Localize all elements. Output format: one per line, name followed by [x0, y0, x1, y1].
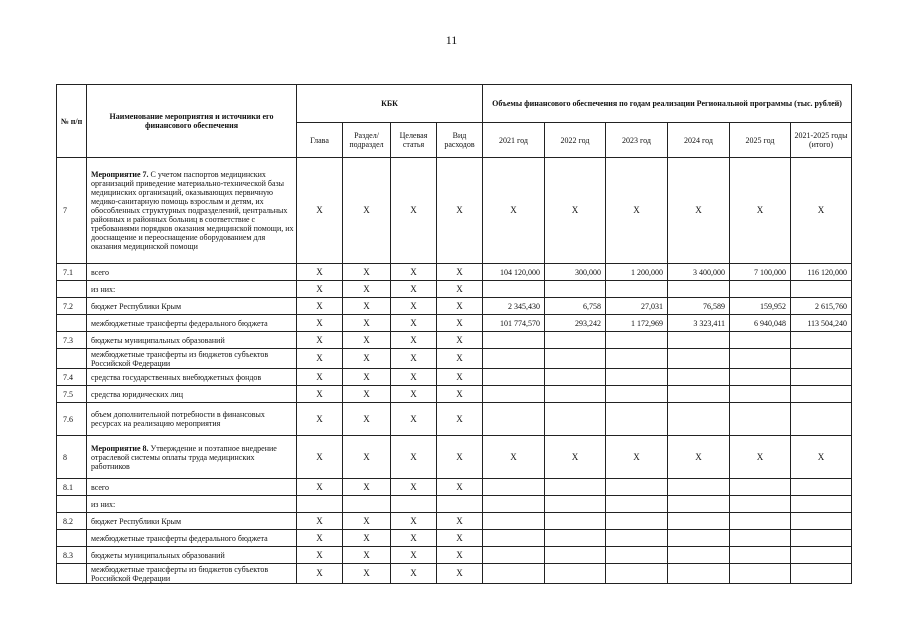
row-name-lead: Мероприятие 7. [91, 170, 149, 179]
kbk-cell: Х [343, 332, 391, 349]
value-cell [730, 349, 791, 369]
kbk-cell: Х [437, 158, 483, 264]
row-name-text: межбюджетные трансферты из бюджетов субъектов Российской Федерации [91, 349, 269, 368]
value-cell: Х [730, 436, 791, 479]
value-cell [791, 281, 852, 298]
value-cell [668, 403, 730, 436]
kbk-cell: Х [437, 281, 483, 298]
value-cell: 1 172,969 [606, 315, 668, 332]
value-cell [483, 547, 545, 564]
kbk-cell: Х [437, 386, 483, 403]
kbk-cell: Х [391, 564, 437, 584]
row-name [87, 298, 297, 315]
kbk-cell: Х [297, 281, 343, 298]
value-cell [483, 369, 545, 386]
row-name [87, 158, 297, 264]
header-row-top [57, 85, 852, 123]
value-cell [545, 332, 606, 349]
row-number: 8.3 [57, 547, 87, 564]
value-cell: 293,242 [545, 315, 606, 332]
value-cell [730, 530, 791, 547]
kbk-cell: Х [437, 564, 483, 584]
table-row [57, 530, 852, 547]
table-row [57, 436, 852, 479]
kbk-cell: Х [437, 349, 483, 369]
header-volumes: Объемы финансового обеспечения по годам реализации Региональной программы (тыс. рублей) [483, 85, 852, 123]
row-name [87, 530, 297, 547]
kbk-cell: Х [437, 264, 483, 281]
value-cell [483, 496, 545, 513]
row-name-text: средства юридических лиц [91, 389, 183, 399]
row-number [57, 349, 87, 369]
value-cell [483, 564, 545, 584]
row-name [87, 332, 297, 349]
value-cell [791, 513, 852, 530]
table-row [57, 386, 852, 403]
value-cell: 300,000 [545, 264, 606, 281]
value-cell: 6,758 [545, 298, 606, 315]
row-name-text: всего [91, 267, 110, 277]
kbk-cell: Х [343, 315, 391, 332]
value-cell [668, 496, 730, 513]
kbk-cell: Х [297, 513, 343, 530]
kbk-cell: Х [297, 332, 343, 349]
kbk-cell: Х [391, 479, 437, 496]
kbk-cell: Х [391, 281, 437, 298]
kbk-cell: Х [297, 479, 343, 496]
value-cell [545, 547, 606, 564]
value-cell [668, 369, 730, 386]
kbk-cell: Х [343, 530, 391, 547]
row-name [87, 386, 297, 403]
value-cell: Х [668, 436, 730, 479]
value-cell: Х [606, 158, 668, 264]
kbk-cell: Х [297, 298, 343, 315]
row-number: 7.2 [57, 298, 87, 315]
row-name [87, 281, 297, 298]
kbk-cell: Х [343, 264, 391, 281]
value-cell [483, 332, 545, 349]
row-number: 7.6 [57, 403, 87, 436]
value-cell [668, 479, 730, 496]
row-number: 8 [57, 436, 87, 479]
value-cell: Х [606, 436, 668, 479]
table-row [57, 547, 852, 564]
value-cell [668, 349, 730, 369]
kbk-cell: Х [391, 513, 437, 530]
table-row [57, 281, 852, 298]
kbk-cell: Х [391, 436, 437, 479]
value-cell [730, 564, 791, 584]
row-name [87, 369, 297, 386]
kbk-cell: Х [343, 158, 391, 264]
value-cell: 3 400,000 [668, 264, 730, 281]
table-row [57, 403, 852, 436]
value-cell [791, 496, 852, 513]
value-cell [730, 496, 791, 513]
value-cell: Х [791, 158, 852, 264]
kbk-cell: Х [437, 513, 483, 530]
value-cell [606, 513, 668, 530]
kbk-cell [391, 496, 437, 513]
header-year-col: 2021 год [483, 123, 545, 158]
kbk-cell: Х [343, 369, 391, 386]
row-name [87, 264, 297, 281]
value-cell: Х [545, 158, 606, 264]
header-year-col: 2025 год [730, 123, 791, 158]
row-name-text: межбюджетные трансферты федерального бюджета [91, 533, 268, 543]
header-kbk-col: Вид расходов [437, 123, 483, 158]
value-cell: 2 615,760 [791, 298, 852, 315]
value-cell [606, 349, 668, 369]
value-cell [545, 403, 606, 436]
row-name-text: из них: [91, 284, 116, 294]
kbk-cell: Х [437, 436, 483, 479]
kbk-cell: Х [343, 386, 391, 403]
row-name-text: бюджеты муниципальных образований [91, 550, 225, 560]
header-kbk-col: Целевая статья [391, 123, 437, 158]
kbk-cell: Х [391, 369, 437, 386]
value-cell [606, 479, 668, 496]
kbk-cell [343, 496, 391, 513]
value-cell [545, 369, 606, 386]
value-cell [545, 530, 606, 547]
kbk-cell [297, 496, 343, 513]
kbk-cell: Х [391, 547, 437, 564]
kbk-cell: Х [437, 332, 483, 349]
row-name-text: бюджеты муниципальных образований [91, 335, 225, 345]
value-cell [668, 530, 730, 547]
value-cell [791, 369, 852, 386]
value-cell: 116 120,000 [791, 264, 852, 281]
value-cell [730, 369, 791, 386]
row-number [57, 281, 87, 298]
value-cell: 1 200,000 [606, 264, 668, 281]
value-cell: 104 120,000 [483, 264, 545, 281]
header-year-col: 2022 год [545, 123, 606, 158]
value-cell: 113 504,240 [791, 315, 852, 332]
table-row [57, 479, 852, 496]
value-cell [606, 369, 668, 386]
value-cell [668, 386, 730, 403]
kbk-cell: Х [437, 547, 483, 564]
kbk-cell: Х [391, 298, 437, 315]
row-name [87, 513, 297, 530]
value-cell [545, 386, 606, 403]
value-cell [483, 403, 545, 436]
value-cell [730, 547, 791, 564]
row-name [87, 496, 297, 513]
row-name-text: средства государственных внебюджетных фондов [91, 372, 262, 382]
kbk-cell: Х [343, 564, 391, 584]
value-cell: 27,031 [606, 298, 668, 315]
header-kbk: КБК [297, 85, 483, 123]
value-cell [606, 332, 668, 349]
value-cell [791, 349, 852, 369]
row-number: 7.5 [57, 386, 87, 403]
row-name [87, 479, 297, 496]
value-cell: 76,589 [668, 298, 730, 315]
value-cell: 2 345,430 [483, 298, 545, 315]
kbk-cell: Х [343, 349, 391, 369]
value-cell [730, 513, 791, 530]
kbk-cell: Х [297, 349, 343, 369]
header-kbk-col: Раздел/ подраздел [343, 123, 391, 158]
table-row [57, 369, 852, 386]
table-row [57, 298, 852, 315]
kbk-cell: Х [391, 264, 437, 281]
kbk-cell: Х [437, 479, 483, 496]
value-cell [668, 332, 730, 349]
kbk-cell: Х [391, 332, 437, 349]
kbk-cell: Х [297, 369, 343, 386]
table-body [57, 158, 852, 584]
row-number [57, 496, 87, 513]
value-cell [606, 547, 668, 564]
row-name-text: объем дополнительной потребности в финансовых ресурсах на реализацию мероприятия [91, 410, 265, 428]
value-cell: 7 100,000 [730, 264, 791, 281]
value-cell [483, 479, 545, 496]
kbk-cell: Х [343, 436, 391, 479]
kbk-cell [437, 496, 483, 513]
value-cell [606, 281, 668, 298]
row-name-text: С учетом паспортов медицинских организаций приведение материально-технической базы медицинских организаций, оказывающих первичную медико-санитарную помощь взрослым и детям, их обособленных структурных подразделений, центральных районных и районных больниц в соответствие с требованиями порядков оказания медицинской помощи, их дооснащение и переоснащение оборудованием для оказания медицинской помощи [91, 170, 294, 251]
value-cell [483, 349, 545, 369]
kbk-cell: Х [297, 386, 343, 403]
value-cell [483, 281, 545, 298]
value-cell [606, 403, 668, 436]
value-cell [730, 479, 791, 496]
value-cell: Х [668, 158, 730, 264]
value-cell [606, 386, 668, 403]
kbk-cell: Х [343, 403, 391, 436]
header-year-col: 2024 год [668, 123, 730, 158]
value-cell [545, 479, 606, 496]
table-row [57, 496, 852, 513]
row-name-text: всего [91, 482, 110, 492]
table-row [57, 158, 852, 264]
value-cell [545, 496, 606, 513]
header-kbk-col: Глава [297, 123, 343, 158]
value-cell: Х [545, 436, 606, 479]
table-row [57, 564, 852, 584]
value-cell [545, 281, 606, 298]
funding-table [56, 84, 852, 584]
row-name-text: межбюджетные трансферты из бюджетов субъектов Российской Федерации [91, 564, 269, 583]
value-cell [545, 564, 606, 584]
row-name-text: бюджет Республики Крым [91, 301, 182, 311]
header-year-col: 2021-2025 годы (итого) [791, 123, 852, 158]
value-cell [791, 403, 852, 436]
value-cell [483, 513, 545, 530]
header-year-col: 2023 год [606, 123, 668, 158]
kbk-cell: Х [297, 436, 343, 479]
value-cell [668, 547, 730, 564]
row-name [87, 403, 297, 436]
kbk-cell: Х [391, 349, 437, 369]
row-number: 7.1 [57, 264, 87, 281]
table-row [57, 332, 852, 349]
value-cell [606, 530, 668, 547]
kbk-cell: Х [343, 298, 391, 315]
kbk-cell: Х [343, 513, 391, 530]
value-cell [791, 530, 852, 547]
value-cell [730, 281, 791, 298]
value-cell [606, 564, 668, 584]
value-cell [668, 564, 730, 584]
row-number: 7.3 [57, 332, 87, 349]
header-num: № п/п [57, 85, 87, 158]
kbk-cell: Х [343, 547, 391, 564]
row-number [57, 315, 87, 332]
value-cell [668, 513, 730, 530]
row-number: 8.1 [57, 479, 87, 496]
value-cell: Х [791, 436, 852, 479]
header-name: Наименование мероприятия и источники его финансового обеспечения [87, 85, 297, 158]
row-number [57, 564, 87, 584]
row-name-text: Утверждение и поэтапное внедрение отраслевой системы оплаты труда медицинских работников [91, 443, 277, 471]
value-cell: Х [730, 158, 791, 264]
value-cell [483, 386, 545, 403]
kbk-cell: Х [297, 315, 343, 332]
table-row [57, 315, 852, 332]
kbk-cell: Х [297, 158, 343, 264]
value-cell: 3 323,411 [668, 315, 730, 332]
table-row [57, 513, 852, 530]
kbk-cell: Х [391, 530, 437, 547]
kbk-cell: Х [297, 564, 343, 584]
value-cell: Х [483, 436, 545, 479]
table-row [57, 264, 852, 281]
kbk-cell: Х [343, 479, 391, 496]
row-number [57, 530, 87, 547]
kbk-cell: Х [297, 530, 343, 547]
row-name-text: бюджет Республики Крым [91, 516, 182, 526]
table-row [57, 349, 852, 369]
kbk-cell: Х [343, 281, 391, 298]
kbk-cell: Х [297, 403, 343, 436]
row-number: 7.4 [57, 369, 87, 386]
kbk-cell: Х [391, 403, 437, 436]
kbk-cell: Х [391, 315, 437, 332]
kbk-cell: Х [391, 386, 437, 403]
value-cell [545, 349, 606, 369]
row-name [87, 349, 297, 369]
value-cell: 159,952 [730, 298, 791, 315]
row-name [87, 547, 297, 564]
page-number: 11 [445, 33, 458, 47]
value-cell [791, 332, 852, 349]
value-cell: Х [483, 158, 545, 264]
row-name-lead: Мероприятие 8. [91, 443, 149, 453]
kbk-cell: Х [297, 547, 343, 564]
row-number: 7 [57, 158, 87, 264]
kbk-cell: Х [437, 530, 483, 547]
kbk-cell: Х [437, 315, 483, 332]
value-cell [668, 281, 730, 298]
row-name-text: межбюджетные трансферты федерального бюджета [91, 318, 268, 328]
row-name-text: из них: [91, 499, 116, 509]
value-cell [606, 496, 668, 513]
value-cell [730, 403, 791, 436]
value-cell [730, 386, 791, 403]
kbk-cell: Х [391, 158, 437, 264]
value-cell: 101 774,570 [483, 315, 545, 332]
value-cell [730, 332, 791, 349]
value-cell [791, 547, 852, 564]
value-cell [483, 530, 545, 547]
value-cell [791, 564, 852, 584]
row-name [87, 564, 297, 584]
row-number: 8.2 [57, 513, 87, 530]
row-name [87, 315, 297, 332]
kbk-cell: Х [437, 403, 483, 436]
value-cell [791, 479, 852, 496]
row-name [87, 436, 297, 479]
kbk-cell: Х [437, 369, 483, 386]
value-cell [545, 513, 606, 530]
kbk-cell: Х [437, 298, 483, 315]
kbk-cell: Х [297, 264, 343, 281]
value-cell [791, 386, 852, 403]
value-cell: 6 940,048 [730, 315, 791, 332]
